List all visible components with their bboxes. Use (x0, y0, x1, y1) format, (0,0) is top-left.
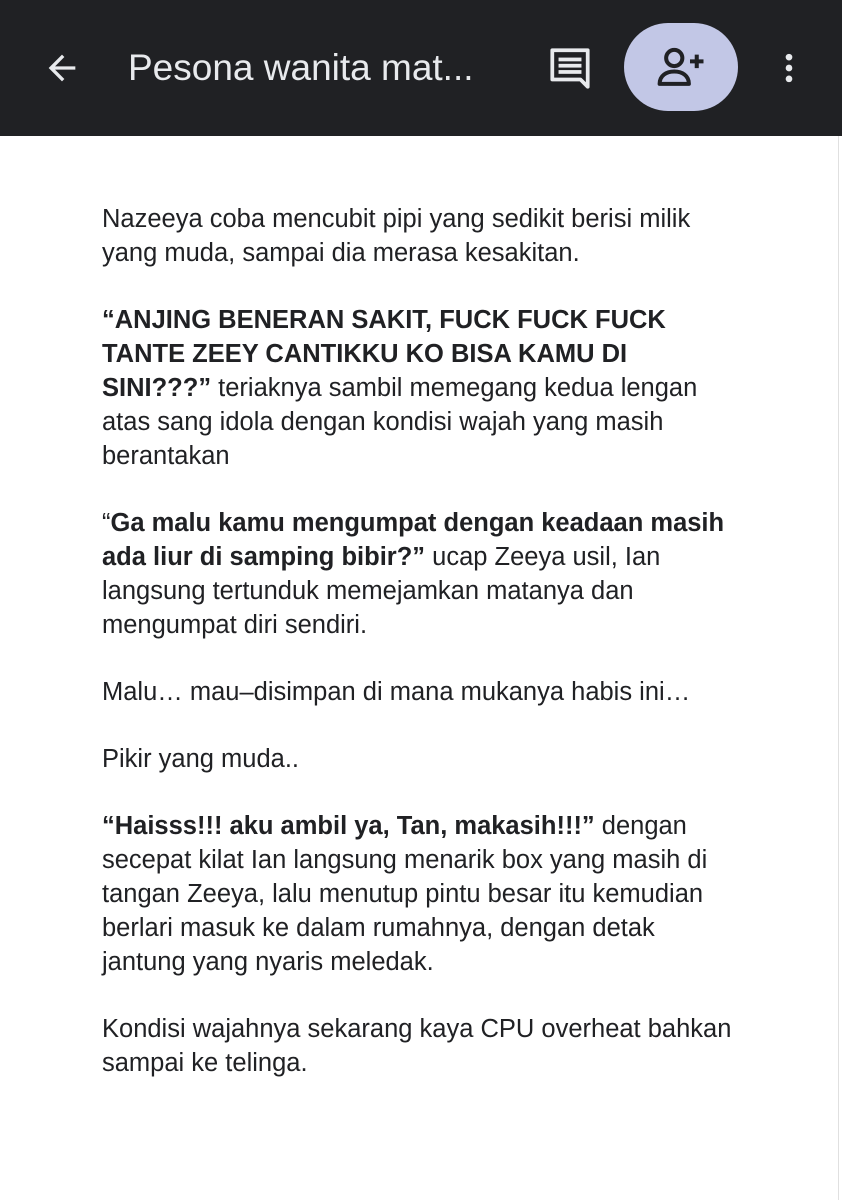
comment-icon (545, 43, 595, 93)
paragraph (102, 809, 742, 979)
page-edge-divider (838, 136, 839, 1200)
text-run: Nazeeya coba mencubit pipi yang sedikit berisi milik yang muda, sampai dia merasa kesakitan. (102, 205, 691, 267)
paragraph (102, 202, 742, 270)
person-add-icon (654, 40, 708, 94)
paragraph (102, 303, 742, 473)
document-body[interactable] (102, 202, 742, 1113)
more-options-button[interactable] (764, 36, 814, 100)
text-run: ucap Zeeya usil, Ian langsung tertunduk memejamkan matanya dan mengumpat diri sendiri. (102, 543, 661, 639)
paragraph (102, 1012, 742, 1080)
text-run: teriaknya sambil memegang kedua lengan atas sang idola dengan kondisi wajah yang masih berantakan (102, 374, 698, 470)
more-vert-icon (769, 48, 809, 88)
text-run: “ (102, 509, 111, 537)
dialogue-bold: “ANJING BENERAN SAKIT, FUCK FUCK FUCK TANTE ZEEY CANTIKKU KO BISA KAMU DI SINI???” (102, 306, 666, 402)
dialogue-bold: Ga malu kamu mengumpat dengan keadaan masih ada liur di samping bibir?” (102, 509, 725, 571)
back-button[interactable] (30, 36, 94, 100)
document-title[interactable]: Pesona wanita mat... (128, 47, 474, 88)
dialogue-bold: “Haisss!!! aku ambil ya, Tan, makasih!!!” (102, 812, 595, 840)
text-run: Pikir yang muda.. (102, 745, 300, 773)
share-button[interactable] (624, 23, 738, 111)
paragraph (102, 675, 742, 709)
text-run: Kondisi wajahnya sekarang kaya CPU overheat bahkan sampai ke telinga. (102, 1015, 732, 1077)
comments-button[interactable] (538, 36, 602, 100)
document-content (0, 136, 842, 1200)
text-run: Malu… mau–disimpan di mana mukanya habis ini… (102, 678, 691, 706)
paragraph (102, 742, 742, 776)
text-run: dengan secepat kilat Ian langsung menarik box yang masih di tangan Zeeya, lalu menutup pintu besar itu kemudian berlari masuk ke dalam rumahnya, dengan detak jantung yang nyaris meledak. (102, 812, 708, 976)
app-bar (0, 0, 842, 136)
paragraph (102, 506, 742, 642)
arrow-back-icon (42, 48, 82, 88)
